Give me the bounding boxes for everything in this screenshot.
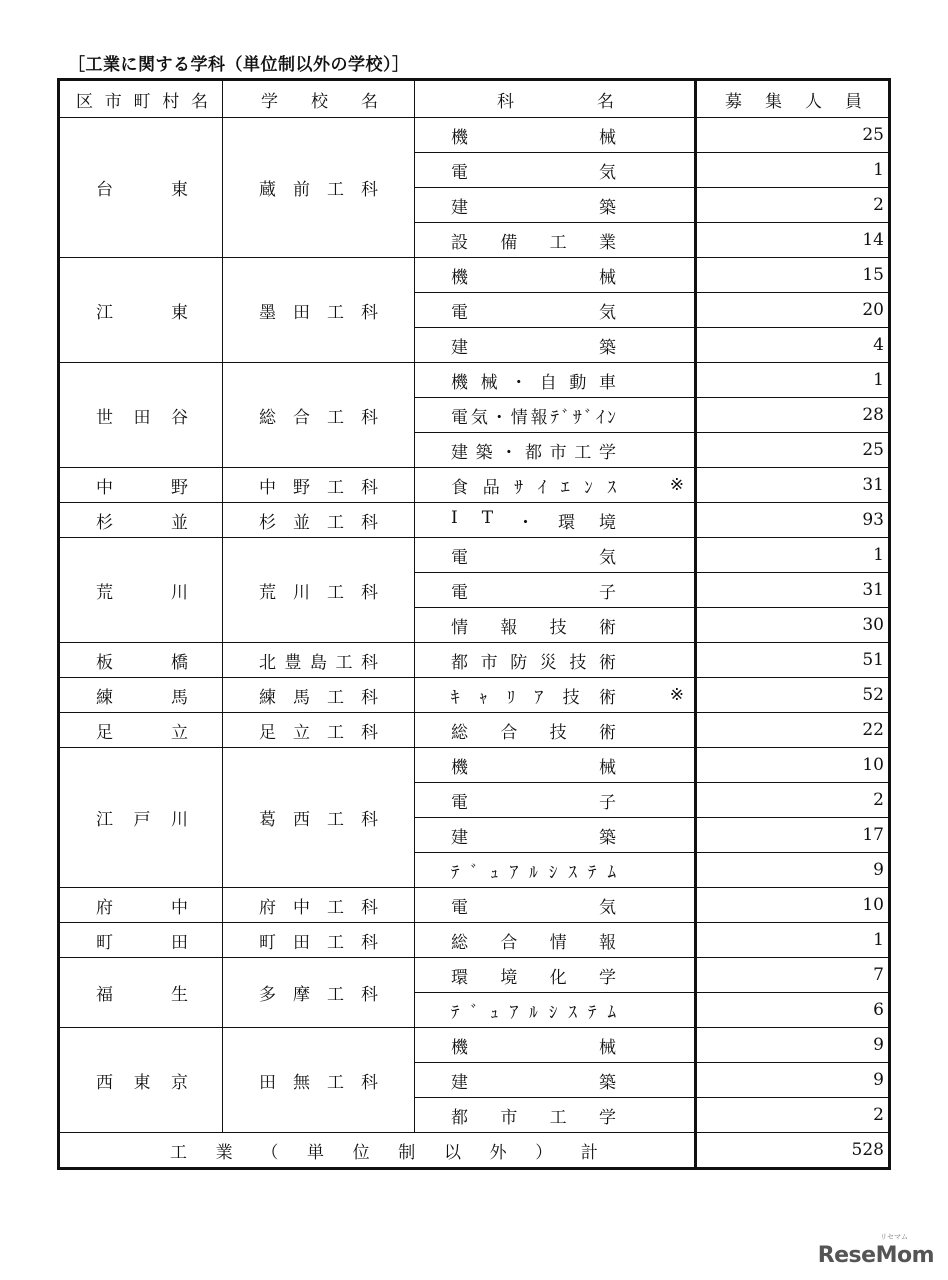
table-row [59, 503, 890, 538]
count-cell: 30 [696, 608, 890, 643]
count-cell: 2 [696, 188, 890, 223]
ward-cell: 福 生 [59, 958, 223, 1028]
table-row [59, 1028, 890, 1063]
dept-cell: 建 築 [415, 818, 696, 853]
dept-cell: 機 械 [415, 258, 696, 293]
count-cell: 4 [696, 328, 890, 363]
count-cell: 1 [696, 923, 890, 958]
ward-cell: 世 田 谷 [59, 363, 223, 468]
total-count: 528 [696, 1133, 890, 1169]
count-cell: 25 [696, 433, 890, 468]
count-cell: 15 [696, 258, 890, 293]
count-cell: 28 [696, 398, 890, 433]
school-cell: 墨 田 工 科 [223, 258, 415, 363]
dept-cell: 電 子 [415, 573, 696, 608]
watermark-sub: リセマム [880, 1233, 908, 1241]
count-cell: 7 [696, 958, 890, 993]
ward-cell: 台 東 [59, 118, 223, 258]
ward-cell: 杉 並 [59, 503, 223, 538]
count-cell: 10 [696, 748, 890, 783]
dept-cell: 都 市 工 学 [415, 1098, 696, 1133]
dept-cell: 総 合 技 術 [415, 713, 696, 748]
dept-cell: 総 合 情 報 [415, 923, 696, 958]
dept-cell: 電 気 ・ 情 報 ﾃ ﾞ ｻ ﾞ ｲ ﾝ [415, 398, 696, 433]
school-cell: 練 馬 工 科 [223, 678, 415, 713]
school-cell: 府 中 工 科 [223, 888, 415, 923]
ward-cell: 練 馬 [59, 678, 223, 713]
count-cell: 1 [696, 538, 890, 573]
count-cell: 52 [696, 678, 890, 713]
dept-cell: 食 品 ｻ ｲ ｴ ﾝ ｽ ※ [415, 468, 696, 503]
count-cell: 9 [696, 1063, 890, 1098]
dept-cell: 建 築 [415, 328, 696, 363]
table-row [59, 468, 890, 503]
ward-cell: 足 立 [59, 713, 223, 748]
table-row [59, 713, 890, 748]
table-row [59, 888, 890, 923]
table-row [59, 538, 890, 573]
count-cell: 22 [696, 713, 890, 748]
count-cell: 93 [696, 503, 890, 538]
dept-cell: ｷ ｬ ﾘ ｱ 技 術 ※ [415, 678, 696, 713]
ward-cell: 板 橋 [59, 643, 223, 678]
count-cell: 6 [696, 993, 890, 1028]
count-cell: 31 [696, 468, 890, 503]
table-row [59, 643, 890, 678]
school-cell: 田 無 工 科 [223, 1028, 415, 1133]
dept-cell: 建 築 ・ 都 市 工 学 [415, 433, 696, 468]
dept-cell: 建 築 [415, 1063, 696, 1098]
dept-cell: 電 気 [415, 538, 696, 573]
dept-cell: I T ・ 環 境 [415, 503, 696, 538]
total-label: 工 業 （ 単 位 制 以 外 ） 計 [59, 1133, 696, 1169]
dept-cell: 環 境 化 学 [415, 958, 696, 993]
school-cell: 足 立 工 科 [223, 713, 415, 748]
dept-cell: 設 備 工 業 [415, 223, 696, 258]
header-dept: 科 名 [415, 80, 696, 118]
school-cell: 蔵 前 工 科 [223, 118, 415, 258]
dept-cell: ﾃ ﾞ ｭ ｱ ﾙ ｼ ｽ ﾃ ﾑ [415, 993, 696, 1028]
table-row [59, 118, 890, 153]
ward-cell: 町 田 [59, 923, 223, 958]
table-body [59, 118, 890, 1133]
count-cell: 14 [696, 223, 890, 258]
header-row [59, 80, 890, 118]
watermark-logo: ReseMom [817, 1243, 934, 1268]
table-row [59, 923, 890, 958]
count-cell: 2 [696, 783, 890, 818]
count-cell: 10 [696, 888, 890, 923]
header-school: 学 校 名 [223, 80, 415, 118]
count-cell: 17 [696, 818, 890, 853]
ward-cell: 中 野 [59, 468, 223, 503]
dept-cell: 機 械 ・ 自 動 車 [415, 363, 696, 398]
school-cell: 総 合 工 科 [223, 363, 415, 468]
school-cell: 町 田 工 科 [223, 923, 415, 958]
table-row [59, 958, 890, 993]
table-row [59, 363, 890, 398]
dept-cell: 情 報 技 術 [415, 608, 696, 643]
dept-cell: 電 気 [415, 153, 696, 188]
ward-cell: 江 東 [59, 258, 223, 363]
dept-cell: 電 子 [415, 783, 696, 818]
ward-cell: 府 中 [59, 888, 223, 923]
dept-cell: 建 築 [415, 188, 696, 223]
note-mark: ※ [669, 685, 684, 705]
dept-cell: 電 気 [415, 888, 696, 923]
document-title: ［工業に関する学科（単位制以外の学校）］ [68, 55, 410, 75]
dept-cell: 都 市 防 災 技 術 [415, 643, 696, 678]
count-cell: 31 [696, 573, 890, 608]
count-cell: 25 [696, 118, 890, 153]
school-cell: 葛 西 工 科 [223, 748, 415, 888]
school-cell: 杉 並 工 科 [223, 503, 415, 538]
table-row [59, 678, 890, 713]
ward-cell: 西 東 京 [59, 1028, 223, 1133]
ward-cell: 江 戸 川 [59, 748, 223, 888]
dept-cell: 機 械 [415, 748, 696, 783]
school-cell: 中 野 工 科 [223, 468, 415, 503]
dept-cell: 機 械 [415, 1028, 696, 1063]
count-cell: 51 [696, 643, 890, 678]
note-mark: ※ [669, 475, 684, 495]
school-cell: 北 豊 島 工 科 [223, 643, 415, 678]
count-cell: 1 [696, 363, 890, 398]
count-cell: 2 [696, 1098, 890, 1133]
dept-cell: ﾃ ﾞ ｭ ｱ ﾙ ｼ ｽ ﾃ ﾑ [415, 853, 696, 888]
count-cell: 20 [696, 293, 890, 328]
dept-cell: 機 械 [415, 118, 696, 153]
count-cell: 9 [696, 853, 890, 888]
school-cell: 多 摩 工 科 [223, 958, 415, 1028]
recruitment-table [57, 78, 891, 1170]
count-cell: 9 [696, 1028, 890, 1063]
table-row [59, 748, 890, 783]
dept-cell: 電 気 [415, 293, 696, 328]
header-count: 募 集 人 員 [696, 80, 890, 118]
school-cell: 荒 川 工 科 [223, 538, 415, 643]
header-ward: 区 市 町 村 名 [59, 80, 223, 118]
table-row [59, 258, 890, 293]
total-row [59, 1133, 890, 1169]
count-cell: 1 [696, 153, 890, 188]
ward-cell: 荒 川 [59, 538, 223, 643]
